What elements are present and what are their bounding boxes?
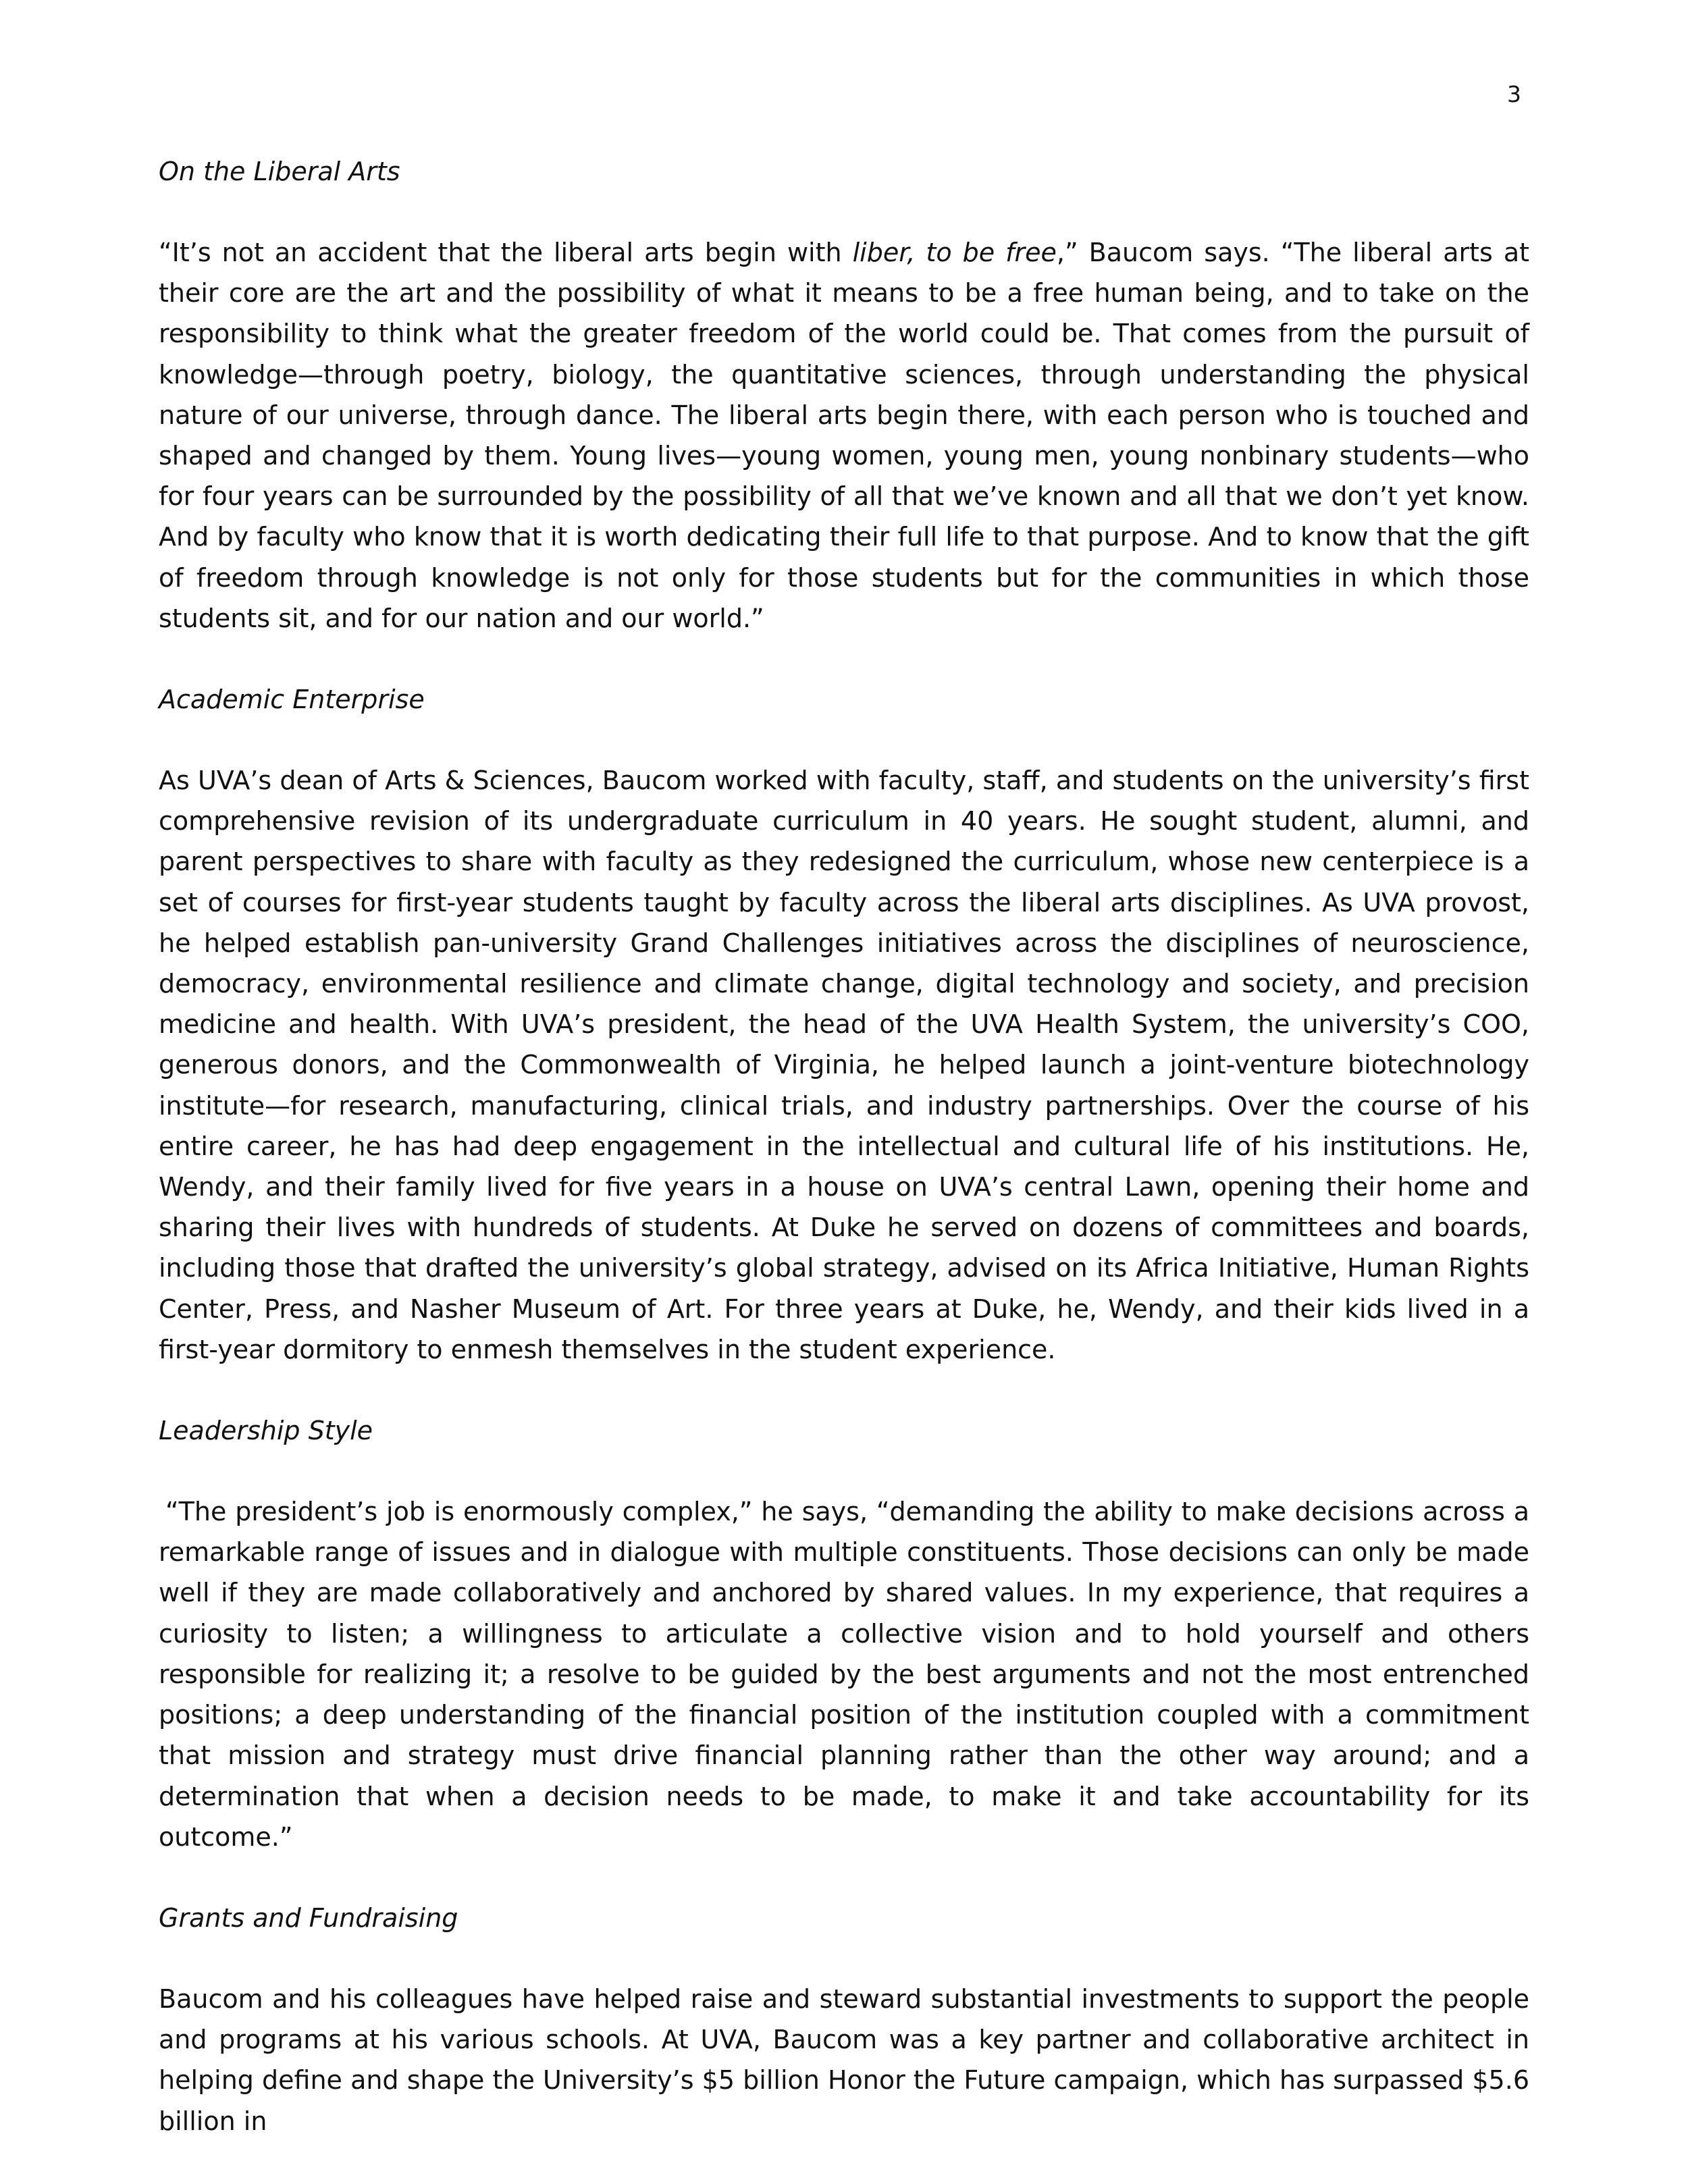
section-academic-enterprise bbox=[159, 679, 1529, 1370]
section-heading: Academic Enterprise bbox=[159, 685, 425, 715]
paragraph-text-end: ,” Baucom says. “The liberal arts at their core are the art and the possibility of what it means to be a free human being, and to take on the responsibility to think what the greater freedom of the world could be. That comes from the pursuit of knowledge—through poetry, biology, the quantitative sciences, through understanding the physical nature of our universe, through dance. The liberal arts begin there, with each person who is touched and shaped and changed by them. Young lives—young women, young men, young nonbinary students—who for four years can be surrounded by the possibility of all that we’ve known and all that we don’t yet know. And by faculty who know that it is worth dedicating their full life to that purpose. And to know that the gift of freedom through knowledge is not only for those students but for the communities in which those students sit, and for our nation and our world.” bbox=[159, 238, 1530, 633]
section-paragraph bbox=[159, 1491, 1529, 1857]
section-heading: On the Liberal Arts bbox=[159, 157, 400, 186]
section-paragraph: As UVA’s dean of Arts & Sciences, Baucom worked with faculty, staff, and students on the university’s first comprehensive revision of its undergraduate curriculum in 40 years. He sought student, alumni, and parent perspectives to share with faculty as they redesigned the curriculum, whose new centerpiece is a set of courses for first-year students taught by faculty across the liberal arts disciplines. As UVA provost, he helped establish pan-university Grand Challenges initiatives across the disciplines of neuroscience, democracy, environmental resilience and climate change, digital technology and society, and precision medicine and health. With UVA’s president, the head of the UVA Health System, the university’s COO, generous donors, and the Commonwealth of Virginia, he helped launch a joint-venture biotechnology institute—for research, manufacturing, clinical trials, and industry partnerships. Over the course of his entire career, he has had deep engagement in the intellectual and cultural life of his institutions. He, Wendy, and their family lived for five years in a house on UVA’s central Lawn, opening their home and sharing their lives with hundreds of students. At Duke he served on dozens of committees and boards, including those that drafted the university’s global strategy, advised on its Africa Initiative, Human Rights Center, Press, and Nasher Museum of Art. For three years at Duke, he, Wendy, and their kids lived in a first-year dormitory to enmesh themselves in the student experience. bbox=[159, 766, 1529, 1364]
section-leadership-style bbox=[159, 1410, 1529, 1857]
section-heading: Leadership Style bbox=[159, 1416, 373, 1446]
section-liberal-arts bbox=[159, 151, 1529, 639]
section-paragraph: Baucom and his colleagues have helped raise and steward substantial investments to support the people and programs at his various schools. At UVA, Baucom was a key partner and collaborative architect in helping define and shape the University’s $5 billion Honor the Future campaign, which has surpassed $5.6 billion in bbox=[159, 1983, 1529, 2136]
page-number: 3 bbox=[1507, 81, 1521, 107]
section-paragraph bbox=[159, 232, 1529, 639]
paragraph-text: “The president’s job is enormously complex,” he says, “demanding the ability to make decisions across a remarkable range of issues and in dialogue with multiple constituents. Those decisions can only be made well if they are made collaboratively and anchored by shared values. In my experience, that requires a curiosity to listen; a willingness to articulate a collective vision and to hold yourself and others responsible for realizing it; a resolve to be guided by the best arguments and not the most entrenched positions; a deep understanding of the financial position of the institution coupled with a commitment that mission and strategy must drive financial planning rather than the other way around; and a determination that when a decision needs to be made, to make it and take accountability for its outcome.” bbox=[159, 1497, 1529, 1852]
document-body bbox=[159, 151, 1529, 2182]
paragraph-italic-phrase: liber, to be free bbox=[852, 238, 1057, 267]
section-heading: Grants and Fundraising bbox=[159, 1902, 458, 1933]
paragraph-text-start: “It’s not an accident that the liberal arts begin with bbox=[159, 238, 853, 267]
section-grants-fundraising bbox=[159, 1898, 1529, 2141]
